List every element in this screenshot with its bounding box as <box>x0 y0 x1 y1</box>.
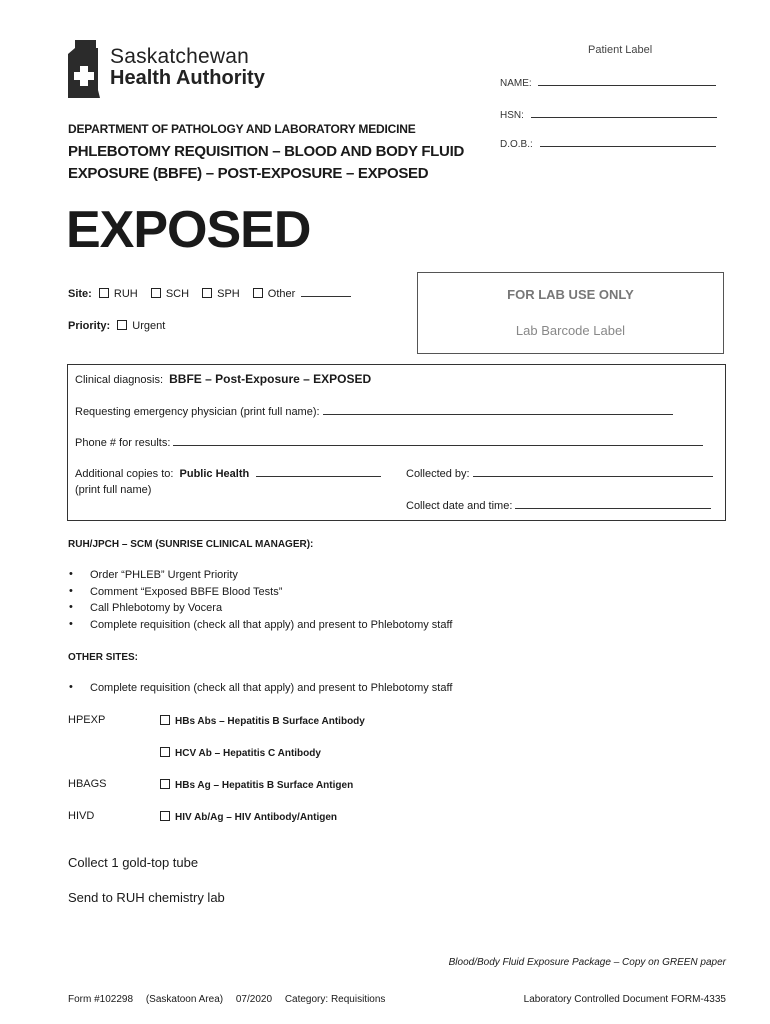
copies-value: Public Health <box>179 468 250 480</box>
checkbox-hbs-abs[interactable] <box>160 715 170 725</box>
form-title <box>68 141 464 185</box>
checkbox-hcv-ab[interactable] <box>160 747 170 757</box>
hsn-line[interactable] <box>531 117 717 118</box>
test-option-hbs-ag[interactable] <box>160 779 353 791</box>
list-item: • Comment “Exposed BBFE Blood Tests” <box>68 586 452 603</box>
patient-hsn-row[interactable] <box>500 110 717 121</box>
test-code-hpexp: HPEXP <box>68 714 106 726</box>
test-label-hbs-abs: HBs Abs – Hepatitis B Surface Antibody <box>175 716 365 727</box>
site-option-sph: SPH <box>217 288 240 300</box>
patient-name-row[interactable] <box>500 78 716 89</box>
checkbox-hiv[interactable] <box>160 811 170 821</box>
test-option-hcv-ab[interactable] <box>160 747 321 759</box>
org-name-line1: Saskatchewan <box>110 45 249 68</box>
site-row <box>68 288 351 300</box>
list-item: • Call Phlebotomy by Vocera <box>68 602 452 619</box>
exposed-banner: EXPOSED <box>66 201 311 259</box>
list-item: • Complete requisition (check all that apply) and present to Phlebotomy staff <box>68 619 452 636</box>
phone-line[interactable] <box>173 445 703 446</box>
test-label-hcv-ab: HCV Ab – Hepatitis C Antibody <box>175 748 321 759</box>
patient-dob-row[interactable] <box>500 139 716 150</box>
test-label-hiv: HIV Ab/Ag – HIV Antibody/Antigen <box>175 812 338 823</box>
form-title-line2: EXPOSURE (BBFE) – POST-EXPOSURE – EXPOSED <box>68 165 429 182</box>
footer-form-info <box>68 994 385 1005</box>
clinical-info-box <box>67 364 726 521</box>
priority-row <box>68 320 165 332</box>
lab-use-title: FOR LAB USE ONLY <box>507 287 634 302</box>
package-note: Blood/Body Fluid Exposure Package – Copy on GREEN paper <box>448 957 726 968</box>
checkbox-ruh[interactable] <box>99 288 109 298</box>
checkbox-urgent[interactable] <box>117 320 127 330</box>
test-option-hbs-abs[interactable] <box>160 715 365 727</box>
form-date: 07/2020 <box>235 994 273 1005</box>
checkbox-other[interactable] <box>253 288 263 298</box>
dob-line[interactable] <box>540 146 716 147</box>
site-option-other: Other <box>267 288 296 300</box>
lab-barcode-label: Lab Barcode Label <box>515 323 626 338</box>
list-item: • Order “PHLEB” Urgent Priority <box>68 569 452 586</box>
other-sites-heading: OTHER SITES: <box>68 652 139 663</box>
diagnosis-row <box>75 372 371 386</box>
org-name-line2: Health Authority <box>110 67 265 89</box>
test-code-hbags: HBAGS <box>68 778 107 790</box>
diagnosis-label: Clinical diagnosis: <box>75 374 164 386</box>
physician-line[interactable] <box>323 414 673 415</box>
site-option-ruh: RUH <box>113 288 138 300</box>
site-option-sch: SCH <box>165 288 190 300</box>
physician-row[interactable] <box>75 406 673 418</box>
hsn-label: HSN: <box>500 110 524 121</box>
copies-line[interactable] <box>256 476 381 477</box>
copies-label: Additional copies to: <box>75 468 174 480</box>
collect-date-line[interactable] <box>515 508 711 509</box>
checkbox-hbs-ag[interactable] <box>160 779 170 789</box>
dob-label: D.O.B.: <box>500 139 533 150</box>
test-label-hbs-ag: HBs Ag – Hepatitis B Surface Antigen <box>175 780 354 791</box>
phone-row[interactable] <box>75 437 703 449</box>
physician-label: Requesting emergency physician (print full name): <box>75 406 320 418</box>
department-title: DEPARTMENT OF PATHOLOGY AND LABORATORY MEDICINE <box>68 122 416 136</box>
form-number: Form #102298 <box>68 994 134 1005</box>
checkbox-sph[interactable] <box>202 288 212 298</box>
collected-by-row[interactable] <box>406 468 713 480</box>
phone-label: Phone # for results: <box>75 437 171 449</box>
controlled-document: Laboratory Controlled Document FORM-4335 <box>523 994 726 1005</box>
saskatchewan-logo-icon <box>68 40 100 98</box>
collect-date-row[interactable] <box>406 500 711 512</box>
test-code-hivd: HIVD <box>68 810 95 822</box>
name-line[interactable] <box>538 85 716 86</box>
collected-by-label: Collected by: <box>406 468 470 480</box>
ruh-section-heading: RUH/JPCH – SCM (SUNRISE CLINICAL MANAGER): <box>68 539 314 550</box>
list-item: • Complete requisition (check all that apply) and present to Phlebotomy staff <box>68 682 452 699</box>
test-option-hiv[interactable] <box>160 811 337 823</box>
name-label: NAME: <box>500 78 532 89</box>
other-sites-list <box>68 682 452 699</box>
diagnosis-value: BBFE – Post-Exposure – EXPOSED <box>169 372 372 386</box>
priority-option-urgent: Urgent <box>132 320 166 332</box>
collect-instruction: Collect 1 gold-top tube <box>68 855 199 870</box>
form-area: (Saskatoon Area) <box>145 994 224 1005</box>
lab-use-box <box>417 272 724 354</box>
copies-row[interactable] <box>75 468 381 480</box>
collected-by-line[interactable] <box>473 476 713 477</box>
send-instruction: Send to RUH chemistry lab <box>68 890 225 905</box>
ruh-instructions-list <box>68 569 452 635</box>
other-site-line[interactable] <box>301 296 351 297</box>
form-title-line1: PHLEBOTOMY REQUISITION – BLOOD AND BODY FLUID <box>68 143 464 160</box>
priority-label: Priority: <box>68 320 111 332</box>
copies-note: (print full name) <box>75 484 152 496</box>
patient-label-title: Patient Label <box>588 44 653 56</box>
form-category: Category: Requisitions <box>284 994 386 1005</box>
site-label: Site: <box>68 288 92 300</box>
collect-date-label: Collect date and time: <box>406 500 513 512</box>
checkbox-sch[interactable] <box>151 288 161 298</box>
